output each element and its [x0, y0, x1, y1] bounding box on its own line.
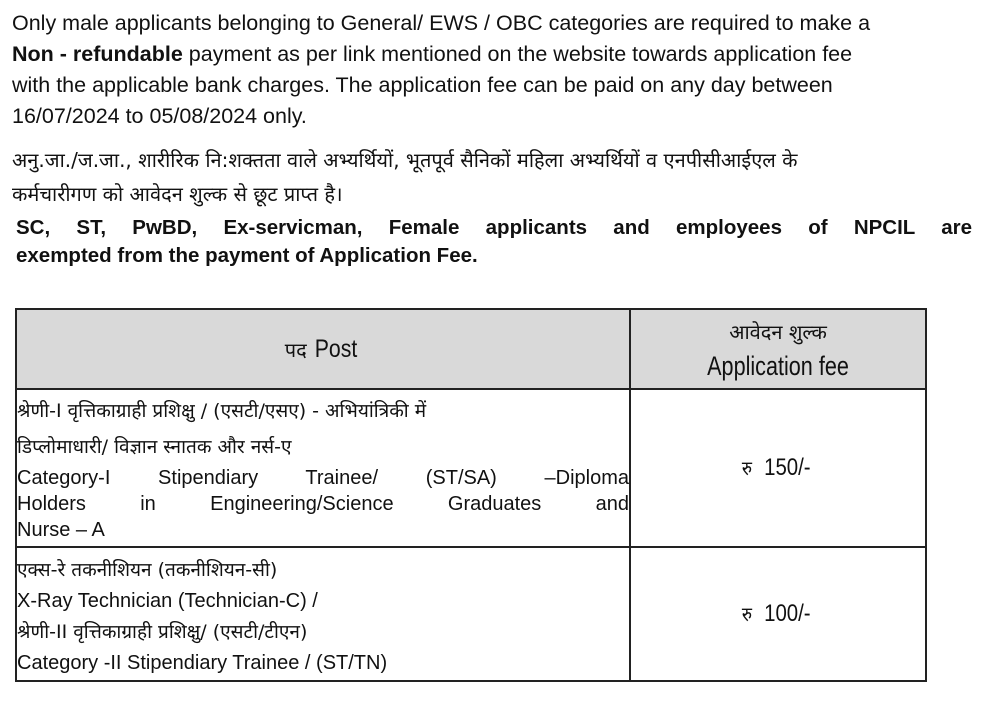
table-row	[16, 547, 926, 681]
post-english-line: Nurse – A	[17, 519, 105, 541]
exemption-line: exempted from the payment of Application Fee.	[16, 244, 478, 267]
post-header-english: Post	[314, 334, 358, 363]
rupee-symbol: रु	[742, 456, 753, 480]
application-fee-table	[15, 308, 927, 682]
fee-amount: 100/-	[764, 600, 811, 627]
fee-amount: 150/-	[764, 454, 811, 481]
fee-amount-cell	[630, 389, 926, 547]
post-english-line: Holders in Engineering/Science Graduates and	[17, 493, 629, 515]
hindi-exemption-paragraph	[12, 143, 970, 211]
post-hindi-line: श्रेणी-I वृत्तिकाग्राही प्रशिक्षु / (एसटी/एसए) - अभियांत्रिकी में	[17, 400, 427, 422]
post-header-hindi: पद	[284, 337, 307, 362]
hindi-exemption-line: कर्मचारीगण को आवेदन शुल्क से छूट प्राप्त है।	[12, 182, 343, 206]
post-description-cell	[16, 547, 630, 681]
fee-header-hindi: आवेदन शुल्क	[729, 320, 827, 344]
instruction-line	[12, 39, 970, 70]
post-hindi-line: एक्स-रे तकनीशियन (तकनीशियन-सी)	[17, 559, 278, 581]
hindi-exemption-line: अनु.जा./ज.जा., शारीरिक नि:शक्तता वाले अभ्यर्थियों, भूतपूर्व सैनिकों महिला अभ्यर्थियों व एनपीसीआईएल के	[12, 148, 798, 172]
non-refundable-emphasis: Non - refundable	[12, 42, 183, 66]
post-english-line: X-Ray Technician (Technician-C) /	[17, 590, 318, 612]
post-english-line: Category-I Stipendiary Trainee/ (ST/SA) –Diploma	[17, 467, 629, 489]
fee-amount-cell	[630, 547, 926, 681]
fee-column-header	[630, 309, 926, 389]
post-hindi-line: डिप्लोमाधारी/ विज्ञान स्नातक और नर्स-ए	[17, 436, 292, 458]
post-column-header	[16, 309, 630, 389]
rupee-symbol: रु	[742, 602, 753, 626]
table-row	[16, 389, 926, 547]
table-header-row	[16, 309, 926, 389]
post-description-cell	[16, 389, 630, 547]
instruction-text: payment as per link mentioned on the website towards application fee	[182, 42, 853, 66]
exemption-paragraph	[16, 214, 972, 270]
exemption-line: SC, ST, PwBD, Ex-servicman, Female applicants and employees of NPCIL are	[16, 216, 972, 239]
payment-dates-line: 16/07/2024 to 05/08/2024 only.	[12, 104, 307, 128]
instruction-line: Only male applicants belonging to General/ EWS / OBC categories are required to make a	[12, 11, 871, 35]
post-english-line: Category -II Stipendiary Trainee / (ST/TN)	[17, 652, 388, 674]
instruction-line: with the applicable bank charges. The application fee can be paid on any day between	[12, 73, 833, 97]
fee-header-english: Application fee	[707, 351, 849, 381]
post-hindi-line: श्रेणी-II वृत्तिकाग्राही प्रशिक्षु/ (एसटी/टीएन)	[17, 621, 308, 643]
fee-instructions-paragraph	[12, 8, 970, 132]
